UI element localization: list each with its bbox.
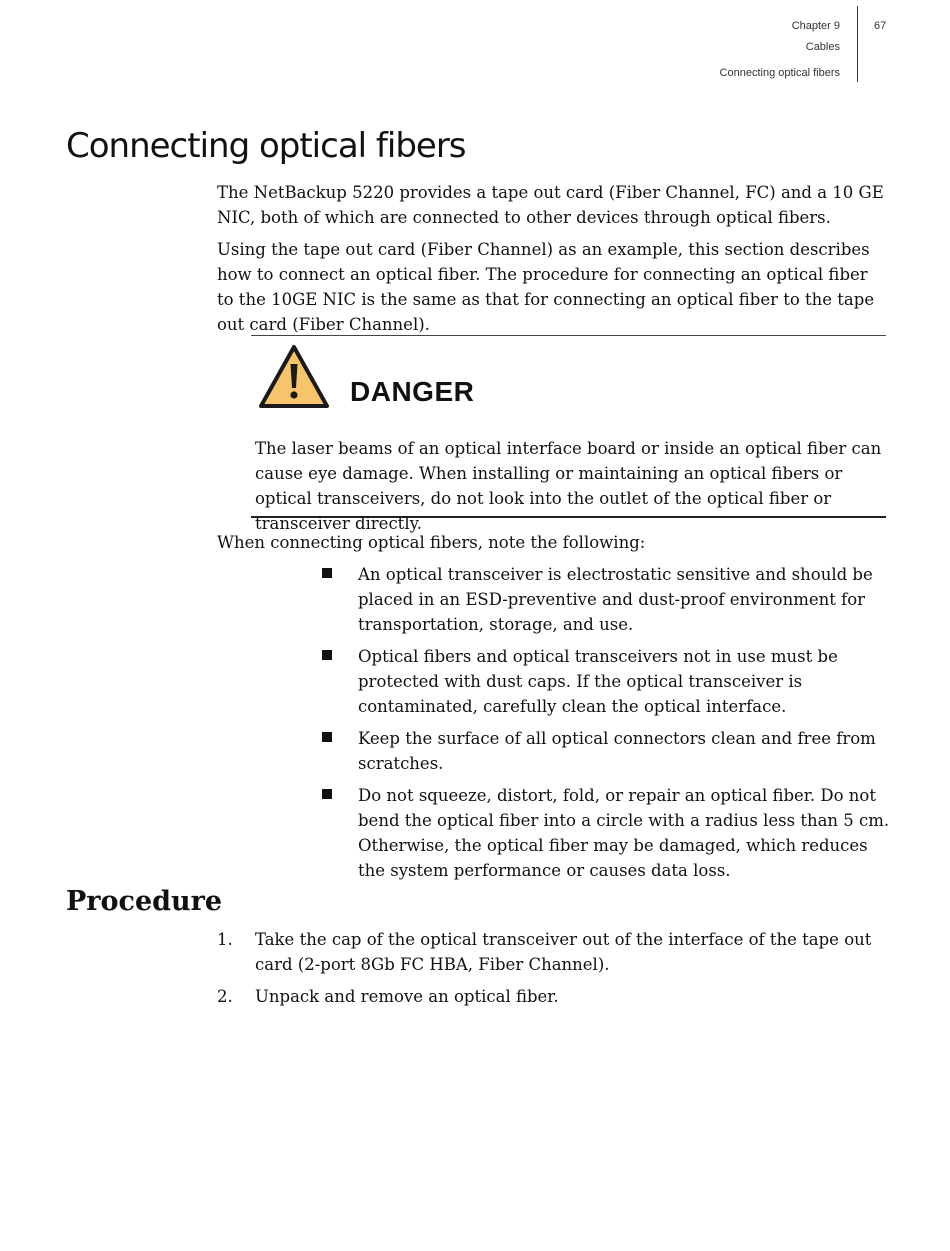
list-item <box>320 644 892 719</box>
list-item-text: An optical transceiver is electrostatic sensitive and should be placed in an ESD-preventive and dust-proof environment for transportation, storage, and use. <box>358 565 873 634</box>
page-number: 67 <box>874 20 887 32</box>
header-divider <box>857 6 858 82</box>
step-number: 2. <box>217 987 233 1006</box>
bullet-square-icon <box>322 568 332 578</box>
notes-intro: When connecting optical fibers, note the following: <box>217 533 646 552</box>
page-title: Connecting optical fibers <box>66 126 466 166</box>
procedure-heading: Procedure <box>66 886 223 917</box>
procedure-steps <box>217 927 889 1016</box>
danger-label: DANGER <box>350 376 475 407</box>
intro-paragraph-2: Using the tape out card (Fiber Channel) as an example, this section describes how to connect an optical fiber. The procedure for connecting an optical fiber to the 10GE NIC is the same as that for connecting an optical fiber to the tape out card (Fiber Channel). <box>217 240 875 334</box>
bullet-square-icon <box>322 732 332 742</box>
list-item-text: Keep the surface of all optical connectors clean and free from scratches. <box>358 729 876 773</box>
list-item-text: Optical fibers and optical transceivers not in use must be protected with dust caps. If the optical transceiver is contaminated, carefully clean the optical interface. <box>358 647 838 716</box>
procedure-step <box>217 984 889 1009</box>
list-item-text: Do not squeeze, distort, fold, or repair an optical fiber. Do not bend the optical fiber into a circle with a radius less than 5 cm. Otherwise, the optical fiber may be damaged, which reduces the system performance or causes data loss. <box>358 786 890 880</box>
bullet-square-icon <box>322 789 332 799</box>
bullet-square-icon <box>322 650 332 660</box>
list-item <box>320 783 892 883</box>
list-item <box>320 562 892 637</box>
header-section: Connecting optical fibers <box>719 67 840 79</box>
warning-triangle-icon <box>258 344 330 410</box>
step-text: Take the cap of the optical transceiver out of the interface of the tape out card (2-port 8Gb FC HBA, Fiber Channel). <box>255 930 872 974</box>
running-header <box>720 16 840 84</box>
notes-list <box>320 562 892 890</box>
step-text: Unpack and remove an optical fiber. <box>255 987 559 1006</box>
step-number: 1. <box>217 930 233 949</box>
header-chapter-title: Cables <box>805 41 840 53</box>
danger-text: The laser beams of an optical interface board or inside an optical fiber can cause eye damage. When installing or maintaining an optical fibers or optical transceivers, do not look into the outlet of the optical fiber or transceiver directly. <box>255 439 882 533</box>
header-chapter: Chapter 9 <box>791 20 840 32</box>
intro-paragraph-1: The NetBackup 5220 provides a tape out card (Fiber Channel, FC) and a 10 GE NIC, both of which are connected to other devices through optical fibers. <box>217 183 884 227</box>
danger-notice <box>251 335 886 533</box>
list-item <box>320 726 892 776</box>
procedure-step <box>217 927 889 977</box>
